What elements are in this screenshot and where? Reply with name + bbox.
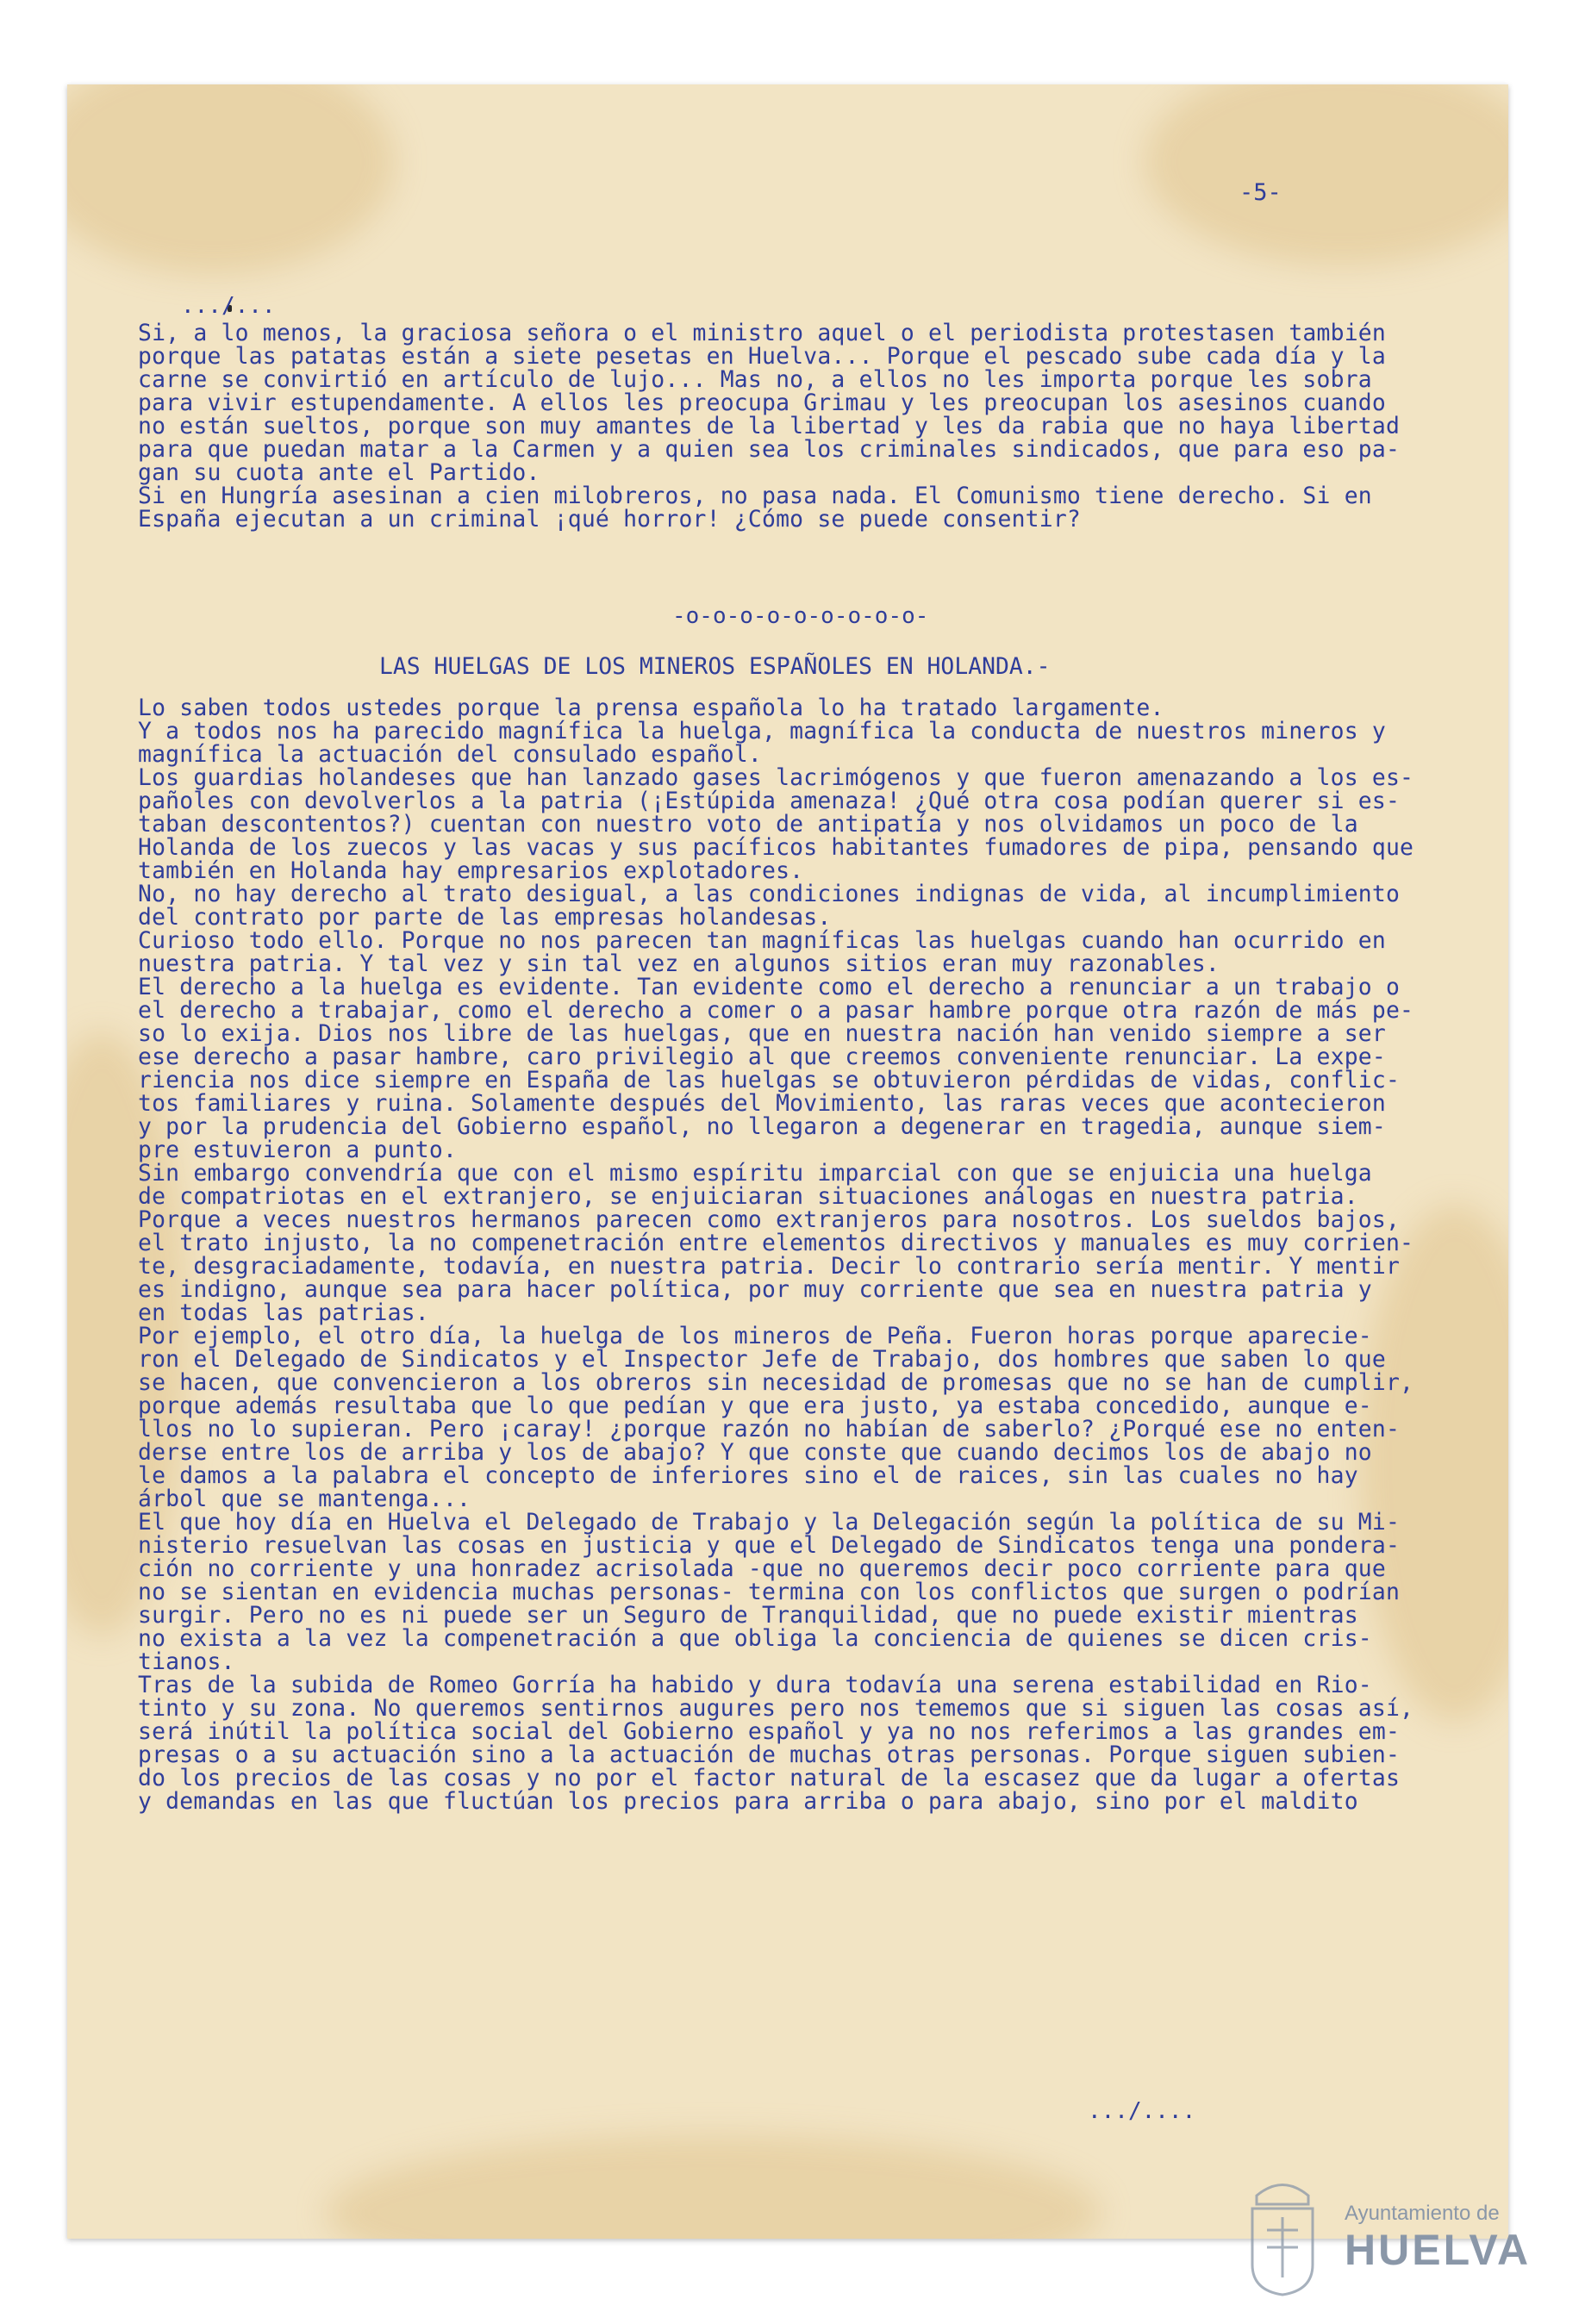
text-line: le damos a la palabra el concepto de inferiores sino el de raices, sin las cuales no hay xyxy=(138,1462,1358,1489)
text-line: El derecho a la huelga es evidente. Tan evidente como el derecho a renunciar a un trabajo o xyxy=(138,974,1401,1000)
section-separator: -o-o-o-o-o-o-o-o-o- xyxy=(672,603,929,629)
text-line: el trato injusto, la no compenetración entre elementos directivos y manuales es muy corrien- xyxy=(138,1230,1414,1256)
text-line: del contrato por parte de las empresas holandesas. xyxy=(138,904,832,931)
continuation-marker-bottom: .../.... xyxy=(1088,2098,1196,2124)
text-line: Sin embargo convendría que con el mismo espíritu imparcial con que se enjuicia una huelga xyxy=(138,1160,1372,1187)
text-line: de compatriotas en el extranjero, se enjuiciaran situaciones análogas en nuestra patria. xyxy=(138,1183,1358,1210)
page-number: -5- xyxy=(1239,179,1282,206)
text-line: tinto y su zona. No queremos sentirnos augures pero nos tememos que si siguen las cosas así, xyxy=(138,1695,1414,1722)
text-line: para que puedan matar a la Carmen y a quien sea los criminales sindicados, que para eso pa- xyxy=(138,436,1401,463)
text-line: es indigno, aunque sea para hacer política, por muy corriente que sea en nuestra patria y xyxy=(138,1276,1372,1303)
paper-stain xyxy=(67,84,395,274)
text-line: so lo exija. Dios nos libre de las huelgas, que en nuestra nación han venido siempre a ser xyxy=(138,1020,1386,1047)
text-line: tianos. xyxy=(138,1648,235,1675)
text-line: magnífica la actuación del consulado español. xyxy=(138,741,762,768)
text-line: ese derecho a pasar hambre, caro privilegio al que creemos conveniente renunciar. La expe- xyxy=(138,1044,1386,1070)
text-line: derse entre los de arriba y los de abajo? Y que conste que cuando decimos los de abajo no xyxy=(138,1439,1372,1466)
section-heading: LAS HUELGAS DE LOS MINEROS ESPAÑOLES EN HOLANDA.- xyxy=(379,653,1051,680)
paper-stain xyxy=(326,2135,1101,2239)
text-line: en todas las patrias. xyxy=(138,1299,429,1326)
text-line: ron el Delegado de Sindicatos y el Inspector Jefe de Trabajo, dos hombres que saben lo que xyxy=(138,1346,1386,1373)
text-line: el derecho a trabajar, como el derecho a comer o a pasar hambre porque otra razón de más pe- xyxy=(138,997,1414,1024)
text-line: nuestra patria. Y tal vez y sin tal vez en algunos sitios eran muy razonables. xyxy=(138,950,1220,977)
text-line: Lo saben todos ustedes porque la prensa española lo ha tratado largamente. xyxy=(138,695,1164,721)
paper-stain xyxy=(1145,84,1508,265)
text-line: Tras de la subida de Romeo Gorría ha habido y dura todavía una serena estabilidad en Rio- xyxy=(138,1672,1372,1698)
text-line: no exista a la vez la compenetración a que obliga la conciencia de quienes se dicen cris- xyxy=(138,1625,1372,1652)
text-line: porque las patatas están a siete pesetas en Huelva... Porque el pescado sube cada día y la xyxy=(138,343,1386,370)
text-line: se hacen, que convencieron a los obreros sin necesidad de promesas que no se han de cumplir, xyxy=(138,1369,1414,1396)
text-line: surgir. Pero no es ni puede ser un Seguro de Tranquilidad, que no puede existir mientras xyxy=(138,1602,1358,1629)
watermark-line1: Ayuntamiento de xyxy=(1345,2202,1500,2225)
continuation-marker-top: .../... xyxy=(181,293,276,319)
text-line: gan su cuota ante el Partido. xyxy=(138,459,540,486)
text-line: No, no hay derecho al trato desigual, a las condiciones indignas de vida, al incumplimiento xyxy=(138,881,1401,907)
text-line: no están sueltos, porque son muy amantes de la libertad y les da rabia que no haya libertad xyxy=(138,413,1401,439)
text-line: te, desgraciadamente, todavía, en nuestra patria. Decir lo contrario sería mentir. Y mentir xyxy=(138,1253,1401,1280)
text-line: El que hoy día en Huelva el Delegado de Trabajo y la Delegación según la política de su Mi- xyxy=(138,1509,1401,1536)
text-line: tos familiares y ruina. Solamente después del Movimiento, las raras veces que acontecieron xyxy=(138,1090,1386,1117)
text-line: porque además resultaba que lo que pedían y que era justo, ya estaba concedido, aunque e- xyxy=(138,1393,1372,1419)
text-line: presas o a su actuación sino a la actuación de muchas otras personas. Porque siguen subien- xyxy=(138,1741,1401,1768)
text-line: taban descontentos?) cuentan con nuestro voto de antipatía y nos olvidamos un poco de la xyxy=(138,811,1358,838)
text-line: Si en Hungría asesinan a cien milobreros, no pasa nada. El Comunismo tiene derecho. Si en xyxy=(138,483,1372,509)
text-line: ción no corriente y una honradez acrisolada -que no queremos decir poco corriente para que xyxy=(138,1555,1386,1582)
text-line: pañoles con devolverlos a la patria (¡Estúpida amenaza! ¿Qué otra cosa podían querer si es- xyxy=(138,788,1401,814)
text-line: Porque a veces nuestros hermanos parecen como extranjeros para nosotros. Los sueldos bajos, xyxy=(138,1206,1401,1233)
text-line: Y a todos nos ha parecido magnífica la huelga, magnífica la conducta de nuestros mineros y xyxy=(138,718,1386,745)
text-line: nisterio resuelvan las cosas en justicia y que el Delegado de Sindicatos tenga una pondera- xyxy=(138,1532,1401,1559)
paragraph-intro xyxy=(138,321,1400,531)
text-line: riencia nos dice siempre en España de las huelgas se obtuvieron pérdidas de vidas, conflic- xyxy=(138,1067,1401,1093)
text-line: llos no lo supieran. Pero ¡caray! ¿porque razón no habían de saberlo? ¿Porqué ese no enten- xyxy=(138,1416,1401,1442)
city-shield-logo xyxy=(1239,2170,1326,2299)
text-line: Por ejemplo, el otro día, la huelga de los mineros de Peña. Fueron horas porque aparecie- xyxy=(138,1323,1372,1349)
text-line: pre estuvieron a punto. xyxy=(138,1137,458,1163)
text-line: carne se convirtió en artículo de lujo... Mas no, a ellos no les importa porque les sobra xyxy=(138,366,1372,393)
text-line: do los precios de las cosas y no por el factor natural de la escasez que da lugar a ofertas xyxy=(138,1765,1401,1791)
text-line: también en Holanda hay empresarios explotadores. xyxy=(138,857,804,884)
text-line: Holanda de los zuecos y las vacas y sus pacíficos habitantes fumadores de pipa, pensando que xyxy=(138,834,1414,861)
text-line: y por la prudencia del Gobierno español, no llegaron a degenerar en tragedia, aunque siem- xyxy=(138,1113,1386,1140)
text-line: Los guardias holandeses que han lanzado gases lacrimógenos y que fueron amenazando a los es- xyxy=(138,764,1414,791)
text-line: árbol que se mantenga... xyxy=(138,1486,471,1512)
text-line: Curioso todo ello. Porque no nos parecen tan magníficas las huelgas cuando han ocurrido en xyxy=(138,927,1386,954)
text-line: Si, a lo menos, la graciosa señora o el ministro aquel o el periodista protestasen también xyxy=(138,320,1386,346)
watermark-line2: HUELVA xyxy=(1345,2226,1532,2274)
text-line: España ejecutan a un criminal ¡qué horror! ¿Cómo se puede consentir? xyxy=(138,506,1082,533)
text-line: será inútil la política social del Gobierno español y ya no nos referimos a las grandes em- xyxy=(138,1718,1401,1745)
paragraph-body xyxy=(138,696,1413,1813)
text-line: para vivir estupendamente. A ellos les preocupa Grimau y les preocupan los asesinos cuando xyxy=(138,389,1386,416)
text-line: no se sientan en evidencia muchas personas- termina con los conflictos que surgen o podrían xyxy=(138,1579,1401,1605)
text-line: y demandas en las que fluctúan los precios para arriba o para abajo, sino por el maldito xyxy=(138,1788,1358,1815)
